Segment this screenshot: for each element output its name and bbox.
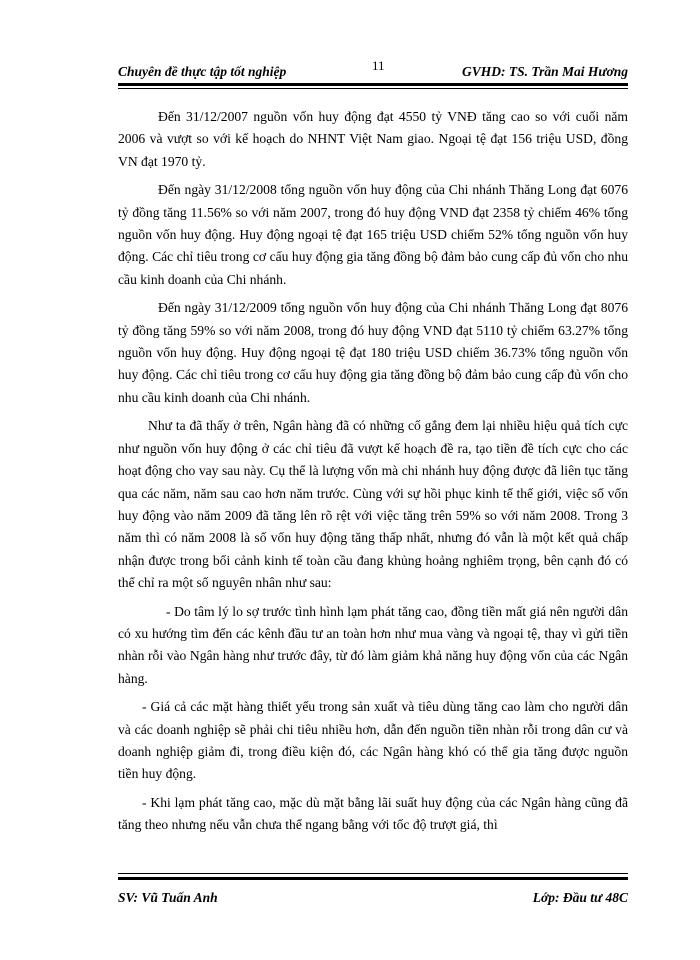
- page-body: [118, 106, 628, 843]
- bullet-reason-2: - Giá cả các mặt hàng thiết yếu trong sản xuất và tiêu dùng tăng cao làm cho người dân và các doanh nghiệp sẽ phải chi tiêu nhiều hơn, dẫn đến nguồn tiền nhàn rỗi trong dân cư và doanh nghiệp giảm đi, trong điều kiện đó, các Ngân hàng khó có thể gia tăng được nguồn tiền huy động.: [118, 699, 628, 782]
- bullet-reason-1: - Do tâm lý lo sợ trước tình hình lạm phát tăng cao, đồng tiền mất giá nên người dân có xu hướng tìm đến các kênh đầu tư an toàn hơn như mua vàng và ngoại tệ, thay vì gửi tiền nhàn rỗi vào Ngân hàng như trước đây, từ đó làm giảm khả năng huy động vốn của các Ngân hàng.: [118, 603, 628, 686]
- footer-student: SV: Vũ Tuấn Anh: [118, 890, 218, 905]
- header-rule-thin: [118, 88, 628, 89]
- bullet-reason-3: - Khi lạm phát tăng cao, mặc dù mặt bằng lãi suất huy động của các Ngân hàng cũng đã tăng theo nhưng nếu vẫn chưa thể ngang bằng với tốc độ trượt giá, thì: [118, 794, 628, 833]
- header-rule-thick: [118, 83, 628, 86]
- header-title: Chuyên đề thực tập tốt nghiệp: [118, 64, 287, 79]
- footer-class: Lớp: Đầu tư 48C: [532, 890, 628, 905]
- page-header: [118, 58, 628, 84]
- paragraph-2007: Đến 31/12/2007 nguồn vốn huy động đạt 4550 tỷ VNĐ tăng cao so với cuối năm 2006 và vượt so với kế hoạch do NHNT Việt Nam giao. Ngoại tệ đạt 156 triệu USD, đồng VN đạt 1970 tỷ.: [118, 109, 628, 169]
- paragraph-2008: Đến ngày 31/12/2008 tổng nguồn vốn huy động của Chi nhánh Thăng Long đạt 6076 tỷ đồng tăng 11.56% so với năm 2007, trong đó huy động VND đạt 2358 tỷ chiếm 46% tổng nguồn vốn huy động. Huy động ngoại tệ đạt 165 triệu USD chiếm 52% tổng nguồn vốn huy động. Các chỉ tiêu trong cơ cấu huy động gia tăng đồng bộ đảm bảo cung cấp đủ vốn cho nhu cầu kinh doanh của Chi nhánh.: [118, 182, 628, 287]
- footer-rule-thin: [118, 873, 628, 874]
- footer-rule-thick: [118, 877, 628, 880]
- paragraph-analysis: Như ta đã thấy ở trên, Ngân hàng đã có những cố gắng đem lại nhiều hiệu quả tích cực như nguồn vốn huy động ở các chỉ tiêu đã vượt kế hoạch đề ra, tạo tiền đề tích cực cho các hoạt động cho vay sau này. Cụ thể là lượng vốn mà chi nhánh huy động được đã liên tục tăng qua các năm, năm sau cao hơn năm trước. Cùng với sự hồi phục kinh tế thế giới, việc số vốn huy động vào năm 2009 đã tăng lên rõ rệt với việc tăng trên 59% so với năm 2008. Trong 3 năm thì có năm 2008 là số vốn huy động tăng thấp nhất, nhưng đó vẫn là một kết quả chấp nhận được trong bối cảnh kinh tế toàn cầu đang khủng hoảng nghiêm trọng, bên cạnh đó có thể chỉ ra một số nguyên nhân như sau:: [118, 418, 628, 591]
- page-footer: [118, 890, 628, 910]
- page-number: 11: [372, 58, 385, 73]
- paragraph-2009: Đến ngày 31/12/2009 tổng nguồn vốn huy động của Chi nhánh Thăng Long đạt 8076 tỷ đồng tăng 59% so với năm 2008, trong đó huy động VND đạt 5110 tỷ chiếm 63.27% tổng nguồn vốn huy động. Huy động ngoại tệ đạt 180 triệu USD chiếm 36.73% tổng nguồn vốn huy động. Các chỉ tiêu trong cơ cấu huy động gia tăng đồng bộ đảm bảo cung cấp đủ vốn cho nhu cầu kinh doanh của Chi nhánh.: [118, 300, 628, 405]
- header-supervisor: GVHD: TS. Trần Mai Hương: [462, 64, 628, 79]
